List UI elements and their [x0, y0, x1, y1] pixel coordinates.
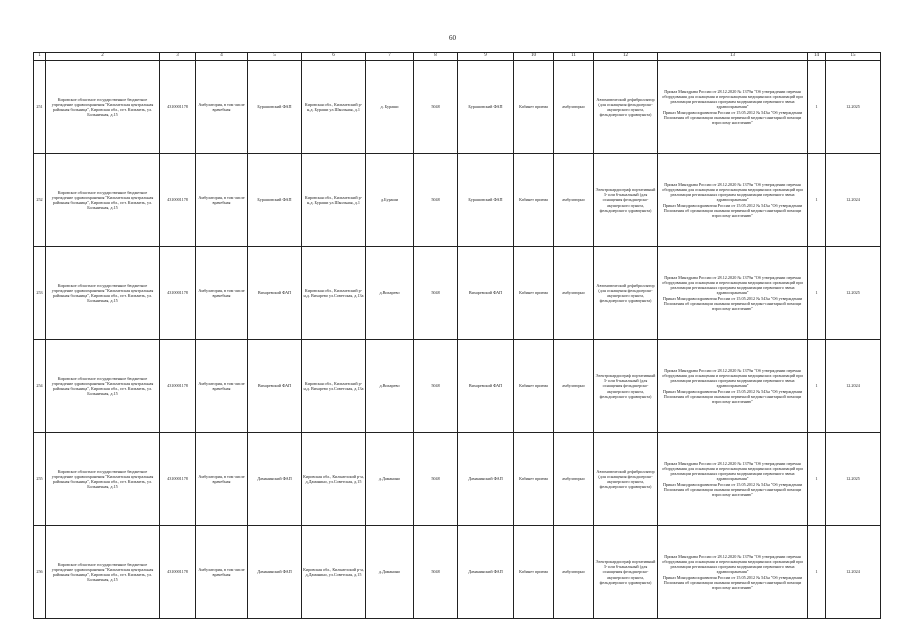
- facility-type-cell: Амбулатория, в том числе врачебная: [196, 61, 248, 154]
- address-cell: Кировская обл., Кильмезский р-н, д.Даманино, ул.Советская, д.15: [302, 526, 366, 619]
- equipment-cell: Электрокардиограф портативный 3- или 6-канальный (для оснащения фельдшерско-акушерского пункта, фельдшерского здравпункта): [594, 526, 658, 619]
- inn-cell: 4310001178: [160, 526, 196, 619]
- legal-basis-cell: Приказ Минздрава России от 28.12.2020 № 1379н "Об утверждении перечня оборудования для оснащения и переоснащения медицинских организаций при реализации региональных программ модернизации первичного звена здравоохранения" Приказ Минздравсоцразвития России от 15.05.2012 № 543н "Об утверждении Положения об организации оказания первичной медико-санитарной помощи взрослому населению": [658, 247, 808, 340]
- code-cell: 5048: [414, 247, 458, 340]
- legal-basis-cell: Приказ Минздрава России от 28.12.2020 № 1379н "Об утверждении перечня оборудования для оснащения и переоснащения медицинских организаций при реализации региональных программ модернизации первичного звена здравоохранения" Приказ Минздравсоцразвития России от 15.05.2012 № 543н "Об утверждении Положения об организации оказания первичной медико-санитарной помощи взрослому населению": [658, 340, 808, 433]
- care-form-cell: амбулаторно: [554, 61, 594, 154]
- room-cell: Кабинет приема: [514, 526, 554, 619]
- room-cell: Кабинет приема: [514, 154, 554, 247]
- address-cell: Кировская обл., Кильмезский р-н,д. Вихарево ул.Советская, д.13а: [302, 340, 366, 433]
- organization-cell: Кировское областное государственное бюджетное учреждение здравоохранения "Кильмезская центральная районная больница", Кировская обл., пгт. Кильмезь, ул. Больничная, д.15: [46, 340, 160, 433]
- facility-type-cell: Амбулатория, в том числе врачебная: [196, 340, 248, 433]
- table-row: [34, 526, 881, 619]
- column-header: 4: [196, 53, 248, 61]
- legal-basis-cell: Приказ Минздрава России от 28.12.2020 № 1379н "Об утверждении перечня оборудования для оснащения и переоснащения медицинских организаций при реализации региональных программ модернизации первичного звена здравоохранения" Приказ Минздравсоцразвития России от 15.05.2012 № 543н "Об утверждении Положения об организации оказания первичной медико-санитарной помощи взрослому населению": [658, 526, 808, 619]
- quantity-cell: 1: [808, 526, 826, 619]
- due-date-cell: 12.2024: [826, 340, 881, 433]
- organization-cell: Кировское областное государственное бюджетное учреждение здравоохранения "Кильмезская центральная районная больница", Кировская обл., пгт. Кильмезь, ул. Больничная, д.15: [46, 433, 160, 526]
- table-row: [34, 154, 881, 247]
- unit-name-cell: Даманинский ФАП: [458, 433, 514, 526]
- room-cell: Кабинет приема: [514, 433, 554, 526]
- unit-name-cell: Вихаревский ФАП: [458, 340, 514, 433]
- care-form-cell: амбулаторно: [554, 340, 594, 433]
- legal-basis-cell: Приказ Минздрава России от 28.12.2020 № 1379н "Об утверждении перечня оборудования для оснащения и переоснащения медицинских организаций при реализации региональных программ модернизации первичного звена здравоохранения" Приказ Минздравсоцразвития России от 15.05.2012 № 543н "Об утверждении Положения об организации оказания первичной медико-санитарной помощи взрослому населению": [658, 61, 808, 154]
- quantity-cell: 1: [808, 247, 826, 340]
- row-number: 256: [34, 526, 46, 619]
- facility-type-cell: Амбулатория, в том числе врачебная: [196, 526, 248, 619]
- code-cell: 5048: [414, 61, 458, 154]
- legal-basis-cell: Приказ Минздрава России от 28.12.2020 № 1379н "Об утверждении перечня оборудования для оснащения и переоснащения медицинских организаций при реализации региональных программ модернизации первичного звена здравоохранения" Приказ Минздравсоцразвития России от 15.05.2012 № 543н "Об утверждении Положения об организации оказания первичной медико-санитарной помощи взрослому населению": [658, 433, 808, 526]
- care-form-cell: амбулаторно: [554, 526, 594, 619]
- table-row: [34, 340, 881, 433]
- page-number: 60: [449, 34, 456, 42]
- quantity-cell: 1: [808, 154, 826, 247]
- quantity-cell: 1: [808, 340, 826, 433]
- inn-cell: 4310001178: [160, 61, 196, 154]
- facility-type-cell: Амбулатория, в том числе врачебная: [196, 433, 248, 526]
- equipment-cell: Электрокардиограф портативный 3- или 6-канальный (для оснащения фельдшерско-акушерского пункта, фельдшерского здравпункта): [594, 154, 658, 247]
- address-cell: Кировская обл., Кильмезский р-н,д. Бураши ул.Школьная, д.1: [302, 61, 366, 154]
- inn-cell: 4310001178: [160, 340, 196, 433]
- code-cell: 5048: [414, 154, 458, 247]
- due-date-cell: 12.2024: [826, 526, 881, 619]
- quantity-cell: 1: [808, 433, 826, 526]
- unit-name-cell: Даманинский ФАП: [458, 526, 514, 619]
- equipment-cell: Автоматический дефибриллятор (для оснащения фельдшерско-акушерского пункта, фельдшерского здравпункта): [594, 433, 658, 526]
- equipment-cell: Электрокардиограф портативный 3- или 6-канальный (для оснащения фельдшерско-акушерского пункта, фельдшерского здравпункта): [594, 340, 658, 433]
- due-date-cell: 12.2025: [826, 61, 881, 154]
- unit-name-cell: Бурашовский ФАП: [458, 154, 514, 247]
- unit-name-cell: Вихаревский ФАП: [248, 340, 302, 433]
- settlement-cell: д.Вихарево: [366, 247, 414, 340]
- column-header: 10: [514, 53, 554, 61]
- column-header: 2: [46, 53, 160, 61]
- inn-cell: 4310001178: [160, 433, 196, 526]
- room-cell: Кабинет приема: [514, 340, 554, 433]
- address-cell: Кировская обл., Кильмезский р-н,д. Бураши ул.Школьная, д.1: [302, 154, 366, 247]
- inn-cell: 4310001178: [160, 247, 196, 340]
- row-number: 251: [34, 61, 46, 154]
- column-header: 14: [808, 53, 826, 61]
- column-header: 5: [248, 53, 302, 61]
- equipment-cell: Автоматический дефибриллятор (для оснащения фельдшерско-акушерского пункта, фельдшерского здравпункта): [594, 247, 658, 340]
- organization-cell: Кировское областное государственное бюджетное учреждение здравоохранения "Кильмезская центральная районная больница", Кировская обл., пгт. Кильмезь, ул. Больничная, д.15: [46, 154, 160, 247]
- unit-name-cell: Бурашовский ФАП: [458, 61, 514, 154]
- room-cell: Кабинет приема: [514, 61, 554, 154]
- row-number: 253: [34, 247, 46, 340]
- due-date-cell: 12.2025: [826, 433, 881, 526]
- row-number: 255: [34, 433, 46, 526]
- equipment-cell: Автоматический дефибриллятор (для оснащения фельдшерско-акушерского пункта, фельдшерского здравпункта): [594, 61, 658, 154]
- care-form-cell: амбулаторно: [554, 247, 594, 340]
- column-header: 1: [34, 53, 46, 61]
- column-number-row: [34, 53, 881, 61]
- row-number: 252: [34, 154, 46, 247]
- organization-cell: Кировское областное государственное бюджетное учреждение здравоохранения "Кильмезская центральная районная больница", Кировская обл., пгт. Кильмезь, ул. Больничная, д.15: [46, 526, 160, 619]
- settlement-cell: д. Бураши: [366, 61, 414, 154]
- column-header: 12: [594, 53, 658, 61]
- organization-cell: Кировское областное государственное бюджетное учреждение здравоохранения "Кильмезская центральная районная больница", Кировская обл., пгт. Кильмезь, ул. Больничная, д.15: [46, 247, 160, 340]
- room-cell: Кабинет приема: [514, 247, 554, 340]
- settlement-cell: д.Бураши: [366, 154, 414, 247]
- table-row: [34, 433, 881, 526]
- due-date-cell: 12.2025: [826, 247, 881, 340]
- organization-cell: Кировское областное государственное бюджетное учреждение здравоохранения "Кильмезская центральная районная больница", Кировская обл., пгт. Кильмезь, ул. Больничная, д.15: [46, 61, 160, 154]
- unit-name-cell: Даманинский ФАП: [248, 526, 302, 619]
- settlement-cell: д.Даманино: [366, 433, 414, 526]
- care-form-cell: амбулаторно: [554, 433, 594, 526]
- settlement-cell: д.Вихарево: [366, 340, 414, 433]
- equipment-register-table: [33, 52, 881, 619]
- column-header: 6: [302, 53, 366, 61]
- inn-cell: 4310001178: [160, 154, 196, 247]
- column-header: 15: [826, 53, 881, 61]
- due-date-cell: 12.2024: [826, 154, 881, 247]
- unit-name-cell: Вихаревский ФАП: [248, 247, 302, 340]
- care-form-cell: амбулаторно: [554, 154, 594, 247]
- code-cell: 5048: [414, 340, 458, 433]
- table-row: [34, 61, 881, 154]
- column-header: 9: [458, 53, 514, 61]
- table-row: [34, 247, 881, 340]
- column-header: 11: [554, 53, 594, 61]
- code-cell: 5048: [414, 526, 458, 619]
- quantity-cell: 1: [808, 61, 826, 154]
- column-header: 7: [366, 53, 414, 61]
- column-header: 3: [160, 53, 196, 61]
- unit-name-cell: Даманинский ФАП: [248, 433, 302, 526]
- column-header: 8: [414, 53, 458, 61]
- facility-type-cell: Амбулатория, в том числе врачебная: [196, 154, 248, 247]
- facility-type-cell: Амбулатория, в том числе врачебная: [196, 247, 248, 340]
- column-header: 13: [658, 53, 808, 61]
- settlement-cell: д.Даманино: [366, 526, 414, 619]
- unit-name-cell: Вихаревский ФАП: [458, 247, 514, 340]
- row-number: 254: [34, 340, 46, 433]
- address-cell: Кировская обл., Кильмезский р-н,д. Вихарево ул.Советская, д.13а: [302, 247, 366, 340]
- address-cell: Кировская обл., Кильмезский р-н, д.Даманино, ул.Советская, д.15: [302, 433, 366, 526]
- legal-basis-cell: Приказ Минздрава России от 28.12.2020 № 1379н "Об утверждении перечня оборудования для оснащения и переоснащения медицинских организаций при реализации региональных программ модернизации первичного звена здравоохранения" Приказ Минздравсоцразвития России от 15.05.2012 № 543н "Об утверждении Положения об организации оказания первичной медико-санитарной помощи взрослому населению": [658, 154, 808, 247]
- unit-name-cell: Бурашовский ФАП: [248, 154, 302, 247]
- code-cell: 5048: [414, 433, 458, 526]
- unit-name-cell: Бурашовский ФАП: [248, 61, 302, 154]
